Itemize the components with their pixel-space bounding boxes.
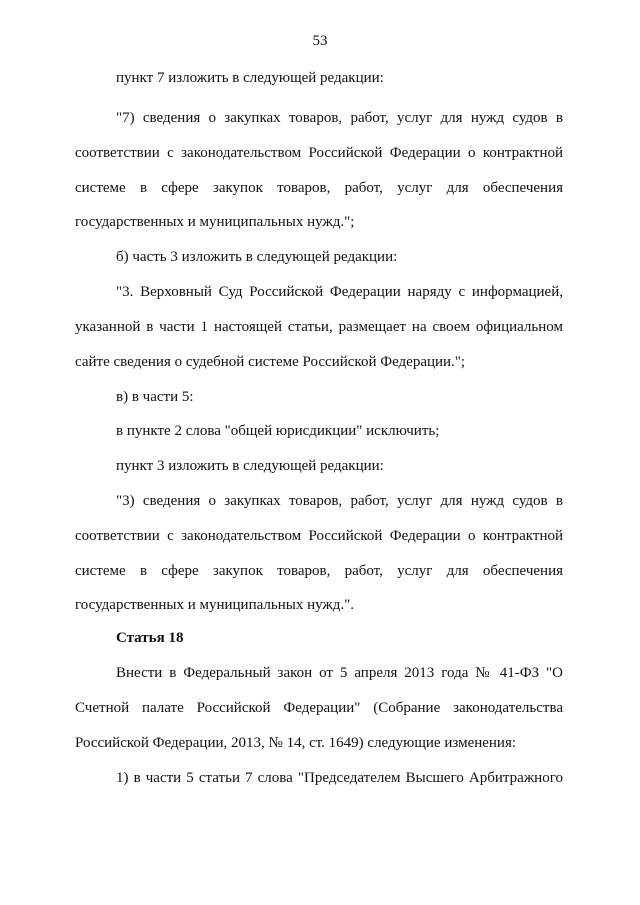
- text-line: государственных и муниципальных нужд.";: [75, 214, 355, 230]
- page-number: 53: [312, 33, 328, 49]
- text-line: системе в сфере закупок товаров, работ, услуг для обеспечения: [75, 563, 563, 579]
- text-line: 1) в части 5 статьи 7 слова "Председателем Высшего Арбитражного: [116, 770, 563, 786]
- text-line: указанной в части 1 настоящей статьи, размещает на своем официальном: [75, 319, 563, 335]
- text-line: Российской Федерации, 2013, № 14, ст. 1649) следующие изменения:: [75, 735, 517, 751]
- text-line: Счетной палате Российской Федерации" (Собрание законодательства: [75, 700, 563, 716]
- text-line: в) в части 5:: [116, 389, 194, 405]
- text-line: "3) сведения о закупках товаров, работ, услуг для нужд судов в: [116, 493, 563, 509]
- text-line: "3. Верховный Суд Российской Федерации наряду с информацией,: [116, 284, 563, 300]
- text-line: сайте сведения о судебной системе Российской Федерации.";: [75, 354, 466, 370]
- text-line: соответствии с законодательством Российской Федерации о контрактной: [75, 528, 563, 544]
- text-line: Внести в Федеральный закон от 5 апреля 2013 года № 41-ФЗ "О: [116, 665, 563, 681]
- text-line: соответствии с законодательством Российской Федерации о контрактной: [75, 145, 563, 161]
- text-line: пункт 3 изложить в следующей редакции:: [116, 458, 384, 474]
- text-line: государственных и муниципальных нужд.".: [75, 597, 355, 613]
- text-line: б) часть 3 изложить в следующей редакции:: [116, 249, 398, 265]
- text-line: системе в сфере закупок товаров, работ, услуг для обеспечения: [75, 180, 563, 196]
- text-line: "7) сведения о закупках товаров, работ, услуг для нужд судов в: [116, 110, 563, 126]
- article-heading: Статья 18: [116, 630, 184, 646]
- text-line: пункт 7 изложить в следующей редакции:: [116, 70, 384, 86]
- text-line: в пункте 2 слова "общей юрисдикции" исключить;: [116, 423, 440, 439]
